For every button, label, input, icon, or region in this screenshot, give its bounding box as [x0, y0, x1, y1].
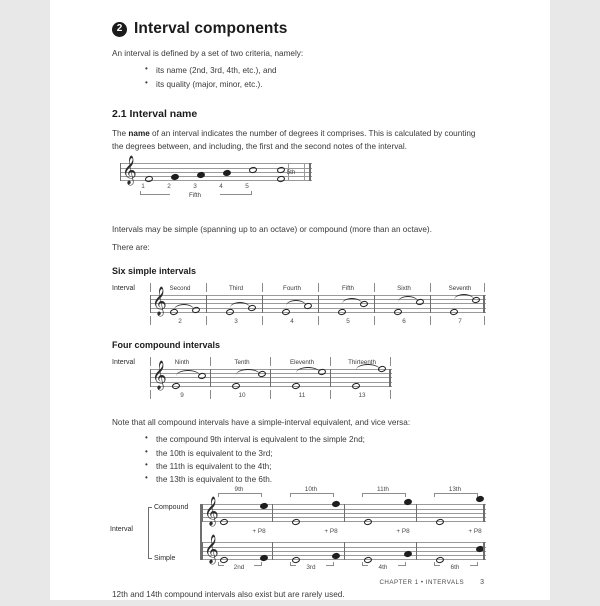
treble-clef-icon: 𝄞 [204, 495, 219, 525]
interval-name: Fifth [341, 284, 355, 292]
notehead [393, 309, 402, 317]
mid-text-line-1: Intervals may be simple (spanning up to an octave) or compound (more than an octave). [112, 225, 432, 235]
interval-number: 6 [402, 317, 406, 325]
interval-name: Thirteenth [348, 358, 376, 366]
slur [454, 294, 474, 300]
degree-number: 4 [219, 183, 223, 191]
paragraph-emphasis: name [128, 128, 150, 138]
list-item: • the 13th is equivalent to the 6th. [156, 473, 484, 486]
list-item: • the 10th is equivalent to the 3rd; [156, 447, 484, 460]
notehead [248, 167, 257, 175]
footer-chapter-text: CHAPTER 1 • INTERVALS [379, 579, 465, 586]
list-item: • its quality (major, minor, etc.). [156, 78, 484, 91]
interval-number: 9 [180, 391, 184, 399]
simple-interval-label: 3rd [296, 564, 326, 571]
list-item: • the compound 9th interval is equivalent to the simple 2nd; [156, 433, 484, 446]
section-number-badge: 2 [112, 22, 127, 37]
notehead [363, 518, 372, 526]
octave-annotation: + P8 [468, 528, 482, 536]
section-paragraph [112, 127, 484, 154]
notehead [475, 495, 484, 503]
figure-compound-simple-equivalence [110, 486, 484, 574]
subheading-four-compound-intervals: Four compound intervals [112, 339, 221, 350]
compound-interval-label: 11th [368, 486, 398, 493]
degree-number: 2 [167, 183, 171, 191]
interval-name: Fourth [283, 284, 301, 292]
section-heading-interval-name: 2.1 Interval name [112, 107, 198, 120]
simple-interval-label: 6th [440, 564, 470, 571]
staff-simple-row [202, 533, 486, 563]
interval-name: Tenth [234, 358, 250, 366]
slur [236, 369, 260, 375]
degree-number: 5 [245, 183, 249, 191]
notehead [219, 518, 228, 526]
intro-lead: An interval is defined by a set of two criteria, namely: [112, 49, 304, 58]
treble-clef-icon: 𝄞 [204, 533, 219, 563]
page-title-text: Interval components [134, 20, 288, 37]
interval-name: Third [228, 284, 244, 292]
notehead [171, 383, 180, 391]
treble-clef-icon: 𝄞 [152, 286, 167, 316]
page-number: 3 [480, 579, 484, 586]
interval-number: 5 [346, 317, 350, 325]
degree-number: 3 [193, 183, 197, 191]
slur [174, 304, 194, 310]
interval-name: Ninth [174, 358, 190, 366]
simple-interval-label: 4th [368, 564, 398, 571]
list-item: • the 11th is equivalent to the 4th; [156, 460, 484, 473]
notehead [144, 175, 153, 183]
figure-compound-intervals [112, 356, 484, 404]
treble-clef-icon: 𝄞 [122, 154, 137, 184]
degree-number: 1 [141, 183, 145, 191]
row-label-compound: Compound [154, 504, 189, 512]
notehead [196, 171, 205, 179]
slur [296, 367, 320, 373]
compound-interval-label: 13th [440, 486, 470, 493]
row-label-interval: Interval [110, 526, 133, 534]
page-content [112, 20, 484, 606]
equivalence-bullet-list [112, 433, 484, 486]
equivalence-lead: Note that all compound intervals have a simple-interval equivalent, and vice versa: [112, 417, 411, 427]
interval-number: 4 [290, 317, 294, 325]
interval-name: Sixth [397, 284, 411, 292]
notehead [231, 383, 240, 391]
compound-interval-label: 10th [296, 486, 326, 493]
notehead [351, 383, 360, 391]
row-label-interval: Interval [112, 358, 135, 366]
figure-simple-intervals [112, 282, 484, 330]
octave-annotation: + P8 [396, 528, 410, 536]
notehead [225, 309, 234, 317]
paragraph-part-1: The [112, 128, 129, 138]
subheading-six-simple-intervals: Six simple intervals [112, 265, 197, 276]
page-title [112, 20, 484, 38]
interval-number: 2 [178, 317, 182, 325]
octave-annotation: + P8 [324, 528, 338, 536]
notehead [435, 518, 444, 526]
closing-text: 12th and 14th compound intervals also exist but are rarely used. [112, 590, 345, 600]
slur [286, 300, 306, 306]
interval-number: 13 [358, 391, 366, 399]
list-item: • its name (2nd, 3rd, 4th, etc.), and [156, 64, 484, 77]
slur [398, 296, 418, 302]
interval-number: 11 [298, 391, 306, 399]
notehead [331, 500, 340, 508]
intro-bullet-list [112, 64, 484, 91]
row-label-interval: Interval [112, 284, 135, 292]
document-page [50, 0, 550, 600]
treble-clef-icon: 𝄞 [152, 360, 167, 390]
interval-number: 10 [238, 391, 246, 399]
slur [176, 370, 200, 376]
notehead [403, 550, 412, 558]
bracket-label-fifth: Fifth [170, 192, 220, 199]
interval-label-fifth: 5th [286, 169, 296, 177]
slur [356, 364, 380, 370]
mid-text-line-2: There are: [112, 242, 150, 252]
notehead [291, 383, 300, 391]
row-label-simple: Simple [154, 555, 176, 563]
interval-name: Seventh [448, 284, 472, 292]
notehead [291, 518, 300, 526]
paragraph-part-2: of an interval indicates the number of degrees it comprises. This is calculated by counting the degrees between, and including, the first and the second notes of the interval. [112, 128, 476, 152]
interval-name: Second [169, 284, 191, 292]
interval-number: 7 [458, 317, 462, 325]
notehead [259, 554, 268, 562]
staff-compound-row [202, 495, 486, 525]
notehead [449, 309, 458, 317]
octave-annotation: + P8 [252, 528, 266, 536]
notehead [337, 309, 346, 317]
slur [342, 298, 362, 304]
slur [230, 302, 250, 308]
simple-interval-label: 2nd [224, 564, 254, 571]
interval-name: Eleventh [289, 358, 315, 366]
figure-fifth [112, 154, 484, 209]
notehead [281, 309, 290, 317]
interval-number: 3 [234, 317, 238, 325]
compound-interval-label: 9th [224, 486, 254, 493]
